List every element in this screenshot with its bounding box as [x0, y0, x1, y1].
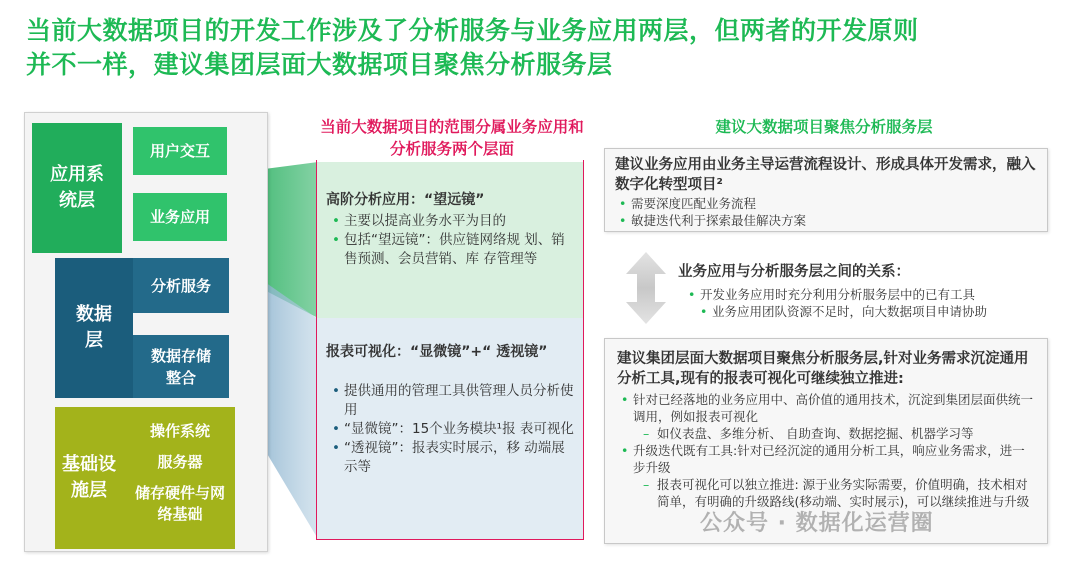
infra-items — [133, 421, 227, 525]
relation-section — [618, 252, 1048, 324]
box2-bullet-2-sub: – 报表可视化可以独立推进: 源于业务实际需要，价值明确，技术相对简单，有明确的升级路线(移动端、实时展示)，可以继续推进与升级 — [617, 476, 1035, 510]
box1-heading: 建议业务应用由业务主导运营流程设计、形成具体开发需求，融入数字化转型项目² — [615, 157, 1036, 193]
bottom-bullet-3: • “透视镜”：报表实时展示，移 动端展示等 — [330, 439, 576, 477]
top-heading: 高阶分析应用：“望远镜” — [326, 192, 485, 208]
architecture-panel — [24, 112, 268, 552]
box2-heading: 建议集团层面大数据项目聚焦分析服务层,针对业务需求沉淀通用分析工具,现有的报表可视化可继续独立推进: — [617, 351, 1029, 387]
infra-item-server: 服务器 — [157, 453, 203, 471]
user-interaction-label: 用户交互 — [149, 142, 210, 160]
box2-bullet-1: • 针对已经落地的业务应用中、高价值的通用技术，沉淀到集团层面供统一调用，例如报表可视化 — [617, 391, 1035, 425]
user-interaction-block — [133, 127, 227, 175]
analysis-service-label: 分析服务 — [150, 276, 211, 295]
bottom-heading: 报表可视化：“显微镜”+“ 透视镜” — [326, 344, 548, 360]
bottom-bullet-2: • “显微镜”：15个业务模块¹报 表可视化 — [330, 420, 576, 439]
data-storage-label: 数据存储整合 — [150, 346, 211, 387]
bottom-bullets — [330, 382, 576, 477]
business-app-label: 业务应用 — [149, 208, 210, 226]
box1-bullet-2: • 敏捷迭代利于探索最佳解决方案 — [615, 212, 1037, 229]
business-app-block — [133, 193, 227, 241]
data-layer-label: 数据层 — [76, 304, 112, 351]
data-storage-block — [133, 335, 229, 398]
middle-header: 当前大数据项目的范围分属业务应用和分析服务两个层面 — [320, 118, 584, 158]
right-header: 建议大数据项目聚焦分析服务层 — [715, 118, 933, 136]
top-bullet-2: • 包括“望远镜”：供应链网络规 划、销售预测、会员营销、库 存管理等 — [330, 231, 576, 269]
relation-heading: 业务应用与分析服务层之间的关系： — [678, 264, 910, 280]
title-line-2: 并不一样，建议集团层面大数据项目聚焦分析服务层 — [26, 50, 613, 79]
top-bullets — [330, 212, 576, 269]
top-bullet-1: • 主要以提高业务水平为目的 — [330, 212, 576, 231]
relation-bullet-2: • 业务应用团队资源不足时，向大数据项目申请协助 — [700, 303, 987, 320]
app-layer-label: 应用系统层 — [50, 164, 104, 211]
page-title — [26, 14, 1046, 82]
title-line-1: 当前大数据项目的开发工作涉及了分析服务与业务应用两层，但两者的开发原则 — [26, 16, 919, 45]
data-layer-block — [55, 258, 133, 398]
box2-bullet-2: • 升级迭代既有工具:针对已经沉淀的通用分析工具，响应业务需求，进一步升级 — [617, 442, 1035, 476]
business-app-recommendation — [604, 148, 1048, 232]
watermark: 公众号 · 数据化运营圈 — [700, 511, 934, 536]
analysis-service-block — [133, 258, 229, 313]
infra-item-storage: 储存硬件与网络基础 — [134, 484, 225, 523]
relation-bullet-1: • 开发业务应用时充分利用分析服务层中的已有工具 — [688, 286, 975, 303]
infra-layer-label: 基础设施层 — [62, 454, 116, 501]
box1-bullet-1: • 需要深度匹配业务流程 — [615, 195, 1037, 212]
bottom-bullet-1: • 提供通用的管理工具供管理人员分析使用 — [330, 382, 576, 420]
infra-item-os: 操作系统 — [149, 422, 210, 440]
box2-bullet-1-sub: – 如仪表盘、多维分析、 自助查询、数据挖掘、机器学习等 — [617, 425, 1035, 442]
up-down-arrow-icon — [626, 252, 666, 324]
app-layer-block — [32, 123, 122, 253]
